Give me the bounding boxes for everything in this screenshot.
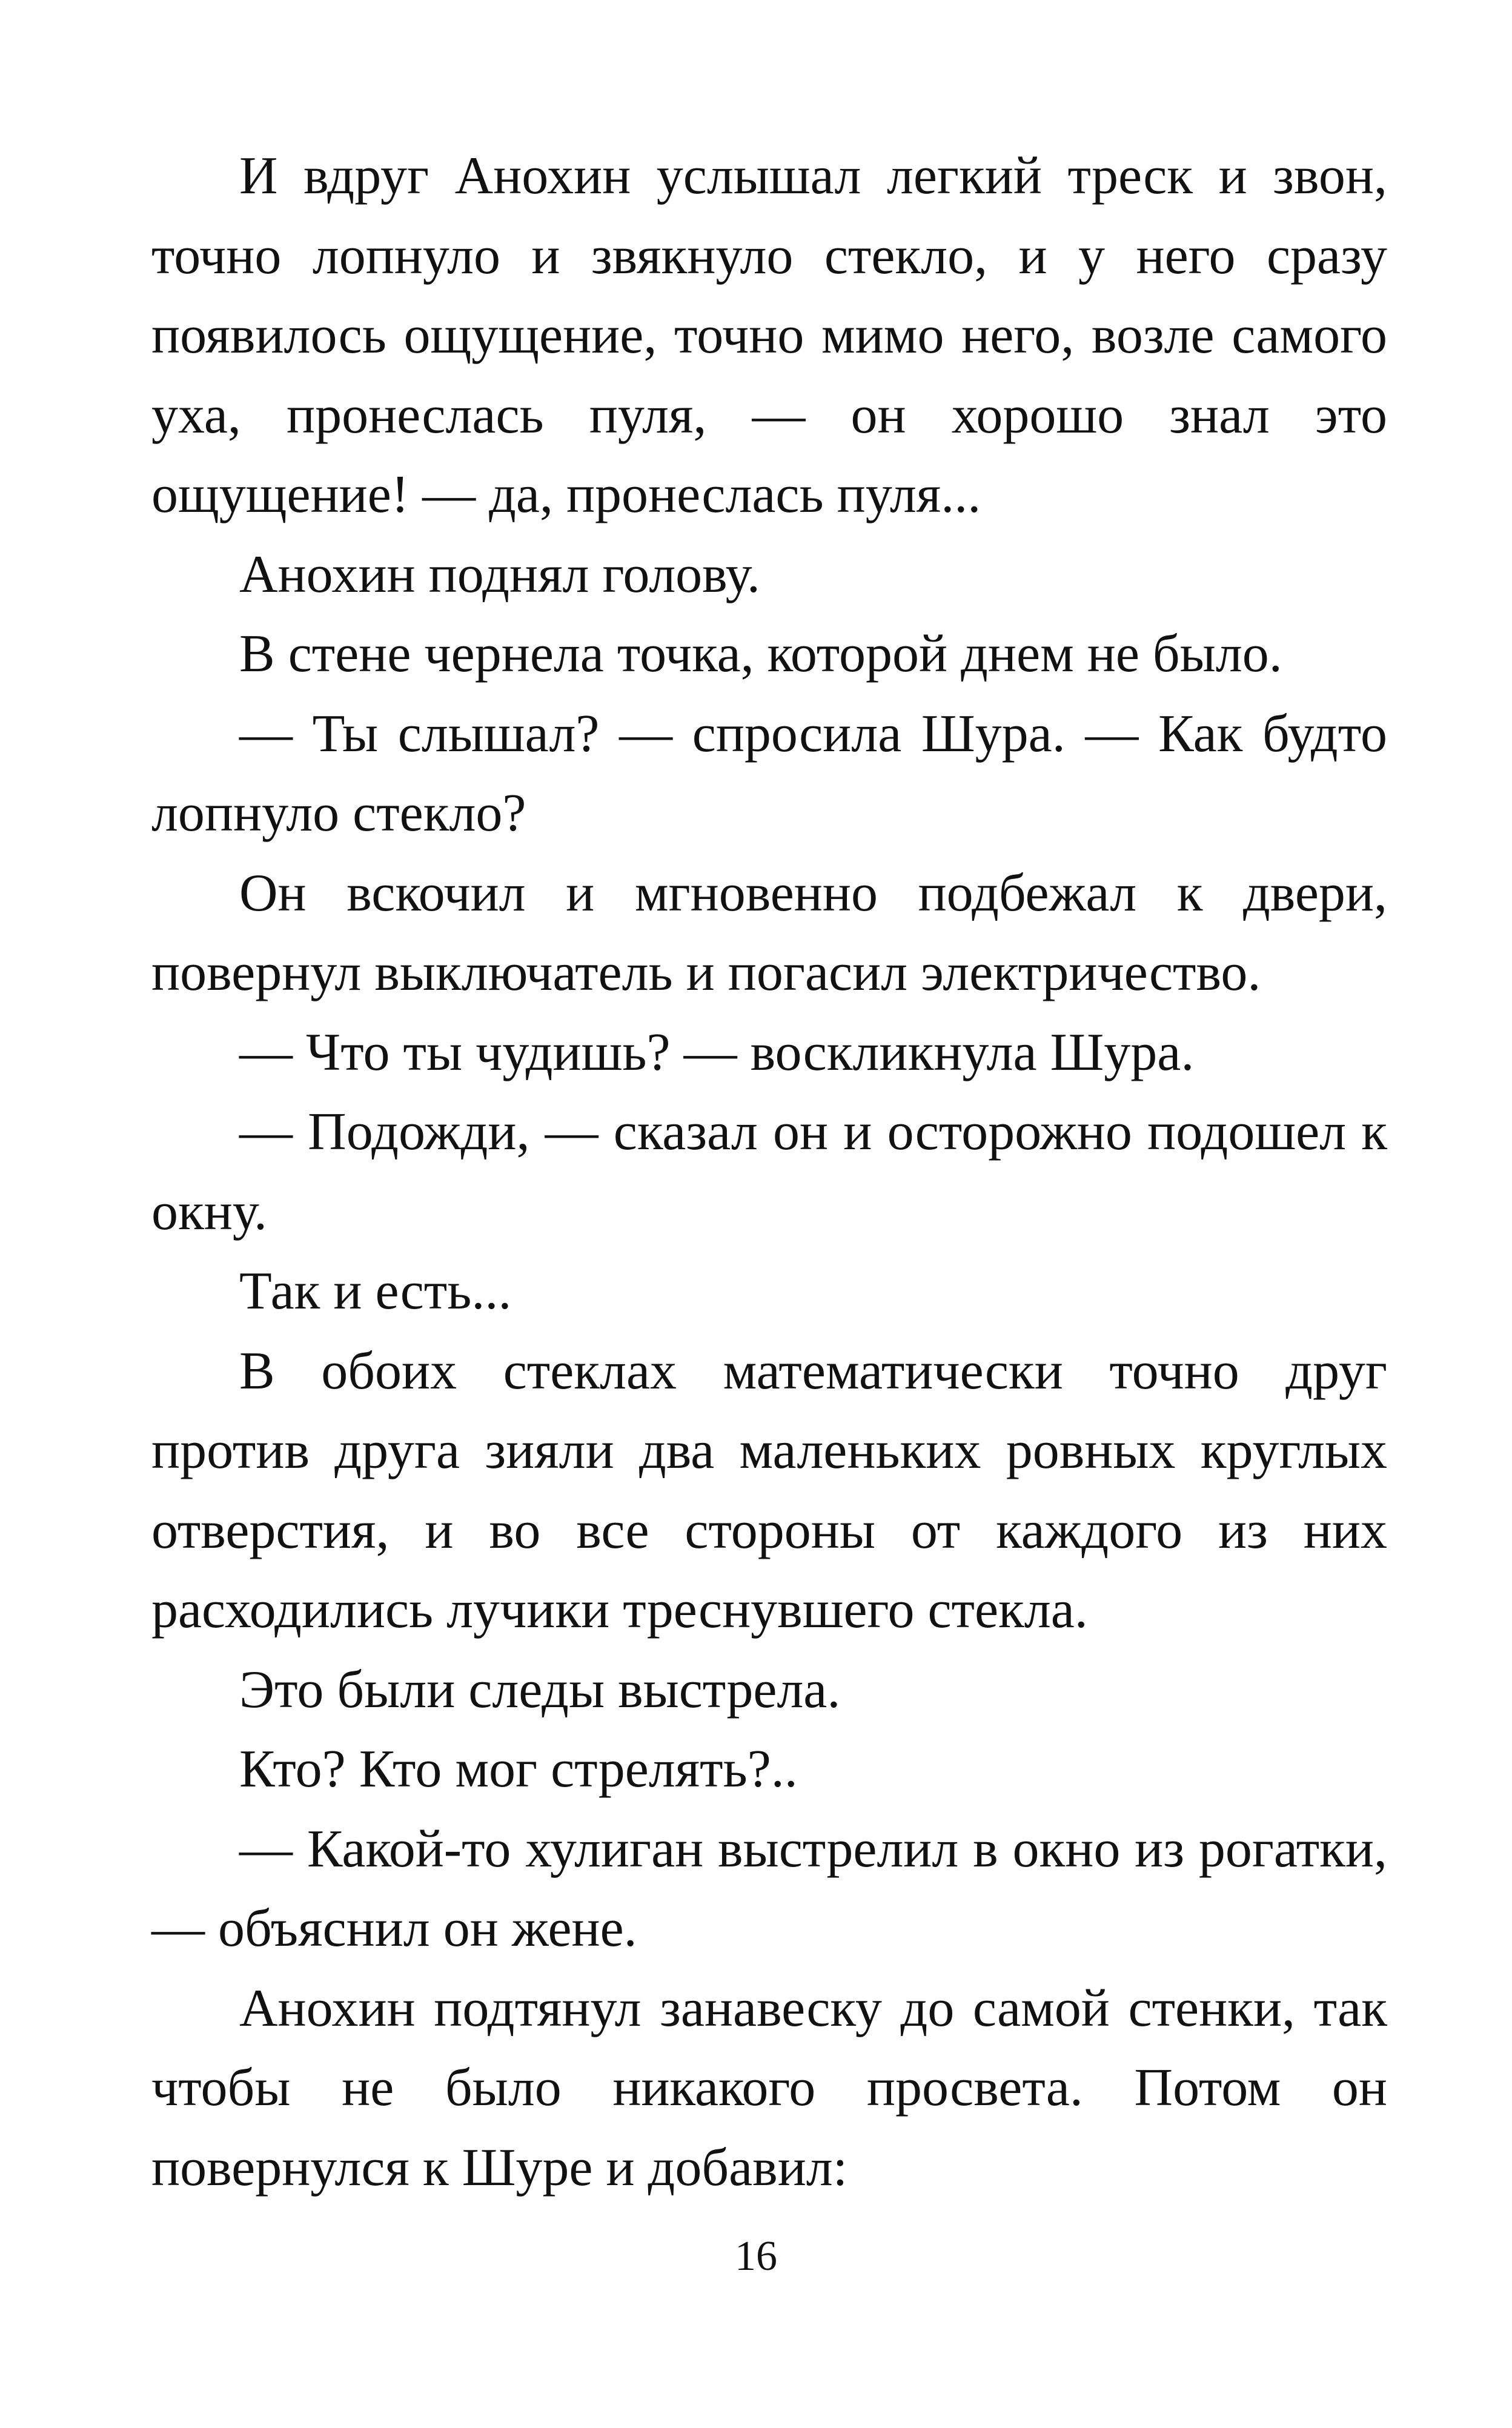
paragraph-4: — Ты слышал? — спросила Шура. — Как будто лопнуло стекло? [151, 704, 1387, 843]
paragraph-7: — Подожди, — сказал он и осторожно подошел к окну. [151, 1103, 1387, 1241]
paragraph-11: Кто? Кто мог стрелять?.. [239, 1740, 798, 1799]
paragraph-8: Так и есть... [239, 1262, 512, 1321]
paragraph-12: — Какой-то хулиган выстрелил в окно из рогатки, — объяснил он жене. [151, 1819, 1387, 1958]
paragraph-1: И вдруг Анохин услышал легкий треск и звон, точно лопнуло и звякнуло стекло, и у него сразу появилось ощущение, точно мимо него, возле самого уха, пронеслась пуля, — он хорошо знал это ощущение! — да, пронеслась пуля... [151, 147, 1387, 524]
paragraph-3: В стене чернела точка, которой днем не было. [239, 625, 1282, 683]
paragraph-9: В обоих стеклах математически точно друг против друга зияли два маленьких ровных круглых отверстия, и во все стороны от каждого из них расходились лучики треснувшего стекла. [151, 1341, 1387, 1639]
paragraph-2: Анохин поднял голову. [239, 545, 760, 604]
paragraph-6: — Что ты чудишь? — воскликнула Шура. [239, 1023, 1195, 1082]
paragraph-10: Это были следы выстрела. [239, 1660, 841, 1719]
paragraph-5: Он вскочил и мгновенно подбежал к двери, повернул выключатель и погасил электричество. [151, 863, 1387, 1002]
paragraph-13: Анохин подтянул занавеску до самой стенки, так чтобы не было никакого просвета. Потом он повернулся к Шуре и добавил: [151, 1979, 1387, 2197]
body-text [151, 136, 1387, 2207]
page-number: 16 [735, 2233, 777, 2280]
